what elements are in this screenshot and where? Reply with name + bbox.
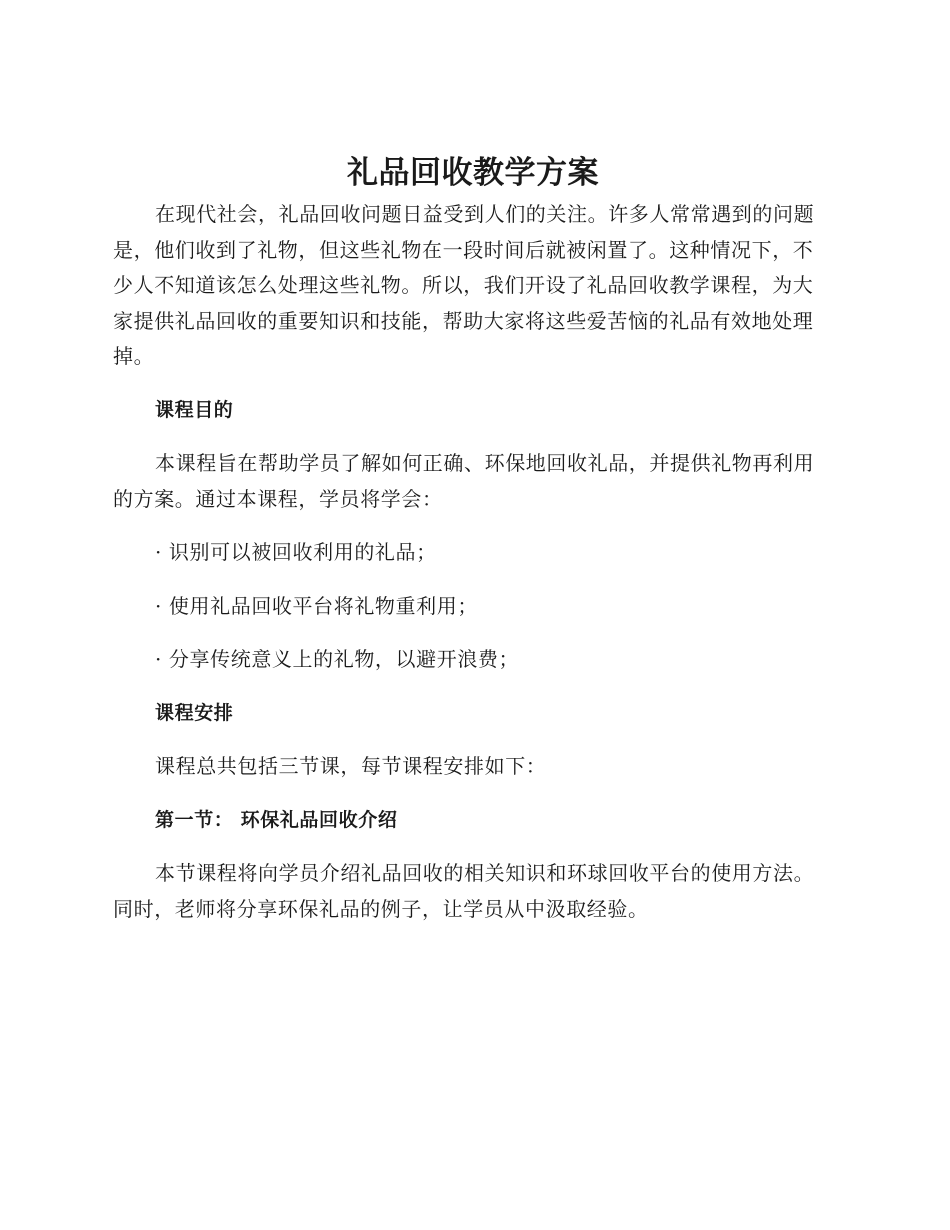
lesson-heading: 第一节： 环保礼品回收介绍 [155, 808, 398, 831]
lesson-paragraph: 本节课程将向学员介绍礼品回收的相关知识和环球回收平台的使用方法。同时，老师将分享环保礼品的例子，让学员从中汲取经验。 [113, 861, 815, 921]
bullet-item: · 分享传统意义上的礼物，以避开浪费； [155, 647, 520, 671]
section-heading-purpose: 课程目的 [155, 398, 234, 421]
document-title: 礼品回收教学方案 [347, 155, 599, 191]
intro-paragraph: 在现代社会，礼品回收问题日益受到人们的关注。许多人常常遇到的问题是，他们收到了礼物，但这些礼物在一段时间后就被闲置了。这种情况下，不少人不知道该怎么处理这些礼物。所以，我们开设了礼品回收教学课程，为大家提供礼品回收的重要知识和技能，帮助大家将这些爱苦恼的礼品有效地处理掉。 [113, 202, 815, 368]
schedule-paragraph: 课程总共包括三节课，每节课程安排如下： [155, 754, 547, 778]
bullet-item: · 使用礼品回收平台将礼物重利用； [155, 593, 478, 618]
bullet-item: · 识别可以被回收利用的礼品； [155, 540, 437, 564]
section-heading-schedule: 课程安排 [155, 701, 234, 724]
purpose-paragraph: 本课程旨在帮助学员了解如何正确、环保地回收礼品，并提供礼物再利用的方案。通过本课程，学员将学会： [113, 451, 815, 511]
document-page [113, 150, 833, 927]
